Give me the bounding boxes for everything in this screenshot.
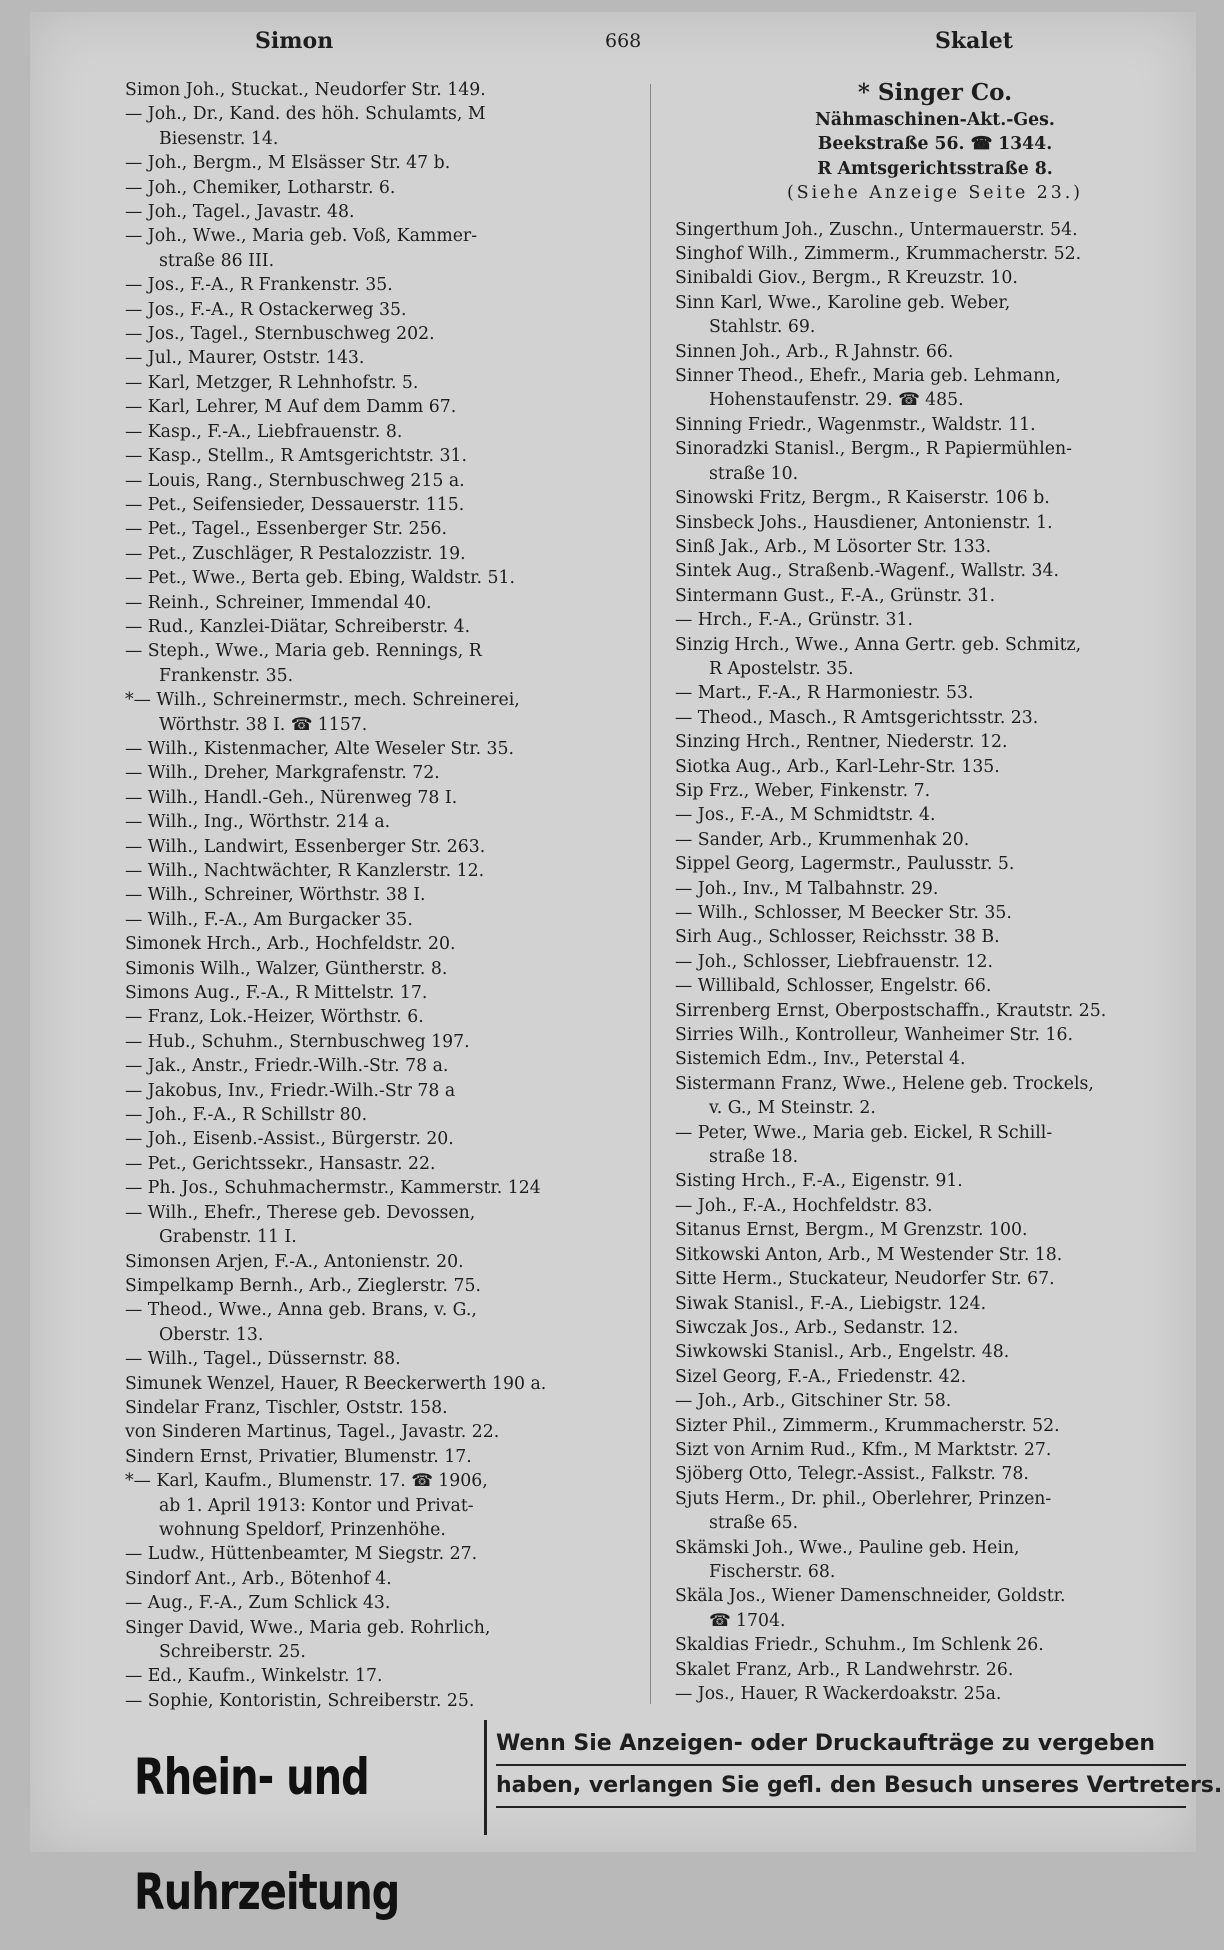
directory-entry: v. G., M Steinstr. 2. [709,1098,876,1119]
directory-entry: — Jos., Tagel., Sternbuschweg 202. [125,324,435,345]
directory-page [30,12,1223,1922]
right-column [675,78,1195,1706]
directory-entry: — Ludw., Hüttenbeamter, M Siegstr. 27. [125,1544,478,1565]
directory-entry: — Joh., Chemiker, Lotharstr. 6. [125,177,396,198]
ad-company-name: * Singer Co. [857,79,1013,106]
directory-entry: Siotka Aug., Arb., Karl-Lehr-Str. 135. [675,756,1000,777]
ad-address-2: R Amtsgerichtsstraße 8. [817,158,1053,179]
footer-text [496,1724,1223,1808]
right-entries [675,218,1195,1707]
directory-entry: Siwak Stanisl., F.-A., Liebigstr. 124. [675,1293,987,1314]
directory-entry: Sinzig Hrch., Wwe., Anna Gertr. geb. Schmitz, [675,634,1082,655]
directory-entry: Skaldias Friedr., Schuhm., Im Schlenk 26. [675,1635,1044,1656]
directory-entry: — Joh., Dr., Kand. des höh. Schulamts, M [125,104,486,125]
directory-entry: — Ed., Kaufm., Winkelstr. 17. [125,1666,383,1687]
directory-entry: — Jak., Anstr., Friedr.-Wilh.-Str. 78 a. [125,1056,449,1077]
directory-entry: Sizel Georg, F.-A., Friedenstr. 42. [675,1366,967,1387]
column-divider [650,84,651,1704]
directory-entry: — Hub., Schuhm., Sternbuschweg 197. [125,1031,470,1052]
directory-entry: — Wilh., Handl.-Geh., Nürenweg 78 I. [125,787,458,808]
directory-entry: straße 18. [709,1147,799,1168]
directory-entry: — Wilh., Kistenmacher, Alte Weseler Str. 35. [125,738,515,759]
directory-entry: — Wilh., Tagel., Düssernstr. 88. [125,1349,401,1370]
directory-entry: — Wilh., Nachtwächter, R Kanzlerstr. 12. [125,861,485,881]
directory-entry: Sip Frz., Weber, Finkenstr. 7. [675,780,931,801]
directory-entry: Sitanus Ernst, Bergm., M Grenzstr. 100. [675,1220,1028,1241]
directory-entry: — Jos., F.-A., R Frankenstr. 35. [125,275,393,296]
directory-entry: — Theod., Wwe., Anna geb. Brans, v. G., [125,1300,477,1321]
directory-entry: Simunek Wenzel, Hauer, R Beeckerwerth 190 a. [125,1373,547,1394]
directory-entry: — Joh., F.-A., R Schillstr 80. [125,1105,368,1126]
directory-entry: Sindelar Franz, Tischler, Oststr. 158. [125,1397,448,1418]
directory-entry: — Joh., Tagel., Javastr. 48. [125,202,355,223]
directory-entry: Wörthstr. 38 I. ☎ 1157. [159,714,368,735]
directory-entry: — Pet., Wwe., Berta geb. Ebing, Waldstr. 51. [125,568,515,589]
directory-entry: R Apostelstr. 35. [709,658,854,679]
directory-entry: straße 10. [709,463,799,484]
directory-entry: — Louis, Rang., Sternbuschweg 215 a. [125,470,465,491]
directory-entry: Singer David, Wwe., Maria geb. Rohrlich, [125,1617,491,1638]
directory-entry: Biesenstr. 14. [159,128,279,149]
directory-entry: — Sophie, Kontoristin, Schreiberstr. 25. [125,1690,475,1711]
ad-note: (Siehe Anzeige Seite 23.) [787,183,1083,204]
directory-entry: — Jos., F.-A., M Schmidtstr. 4. [675,805,936,826]
directory-entry: wohnung Speldorf, Prinzenhöhe. [159,1519,446,1540]
directory-entry: Sinsbeck Johs., Hausdiener, Antonienstr. 1. [675,512,1053,533]
directory-entry: — Joh., Bergm., M Elsässer Str. 47 b. [125,153,451,174]
directory-entry: Simon Joh., Stuckat., Neudorfer Str. 149. [125,80,486,100]
directory-entry: — Pet., Seifensieder, Dessauerstr. 115. [125,494,465,515]
directory-entry: Sjöberg Otto, Telegr.-Assist., Falkstr. 78. [675,1464,1029,1485]
directory-entry: Grabenstr. 11 I. [159,1227,297,1248]
directory-entry: — Pet., Tagel., Essenberger Str. 256. [125,519,447,540]
directory-entry: Sindern Ernst, Privatier, Blumenstr. 17. [125,1446,472,1467]
directory-entry: Sinoradzki Stanisl., Bergm., R Papiermühlen- [675,439,1072,460]
directory-entry: Sizter Phil., Zimmerm., Krummacherstr. 52. [675,1415,1060,1436]
header-left-name: Simon [255,28,334,54]
directory-entry: Simonis Wilh., Walzer, Güntherstr. 8. [125,958,448,979]
directory-entry: Simons Aug., F.-A., R Mittelstr. 17. [125,983,428,1004]
directory-entry: Sirh Aug., Schlosser, Reichsstr. 38 B. [675,927,1000,948]
directory-entry: Simpelkamp Bernh., Arb., Zieglerstr. 75. [125,1275,481,1296]
directory-entry: Singerthum Joh., Zuschn., Untermauerstr. 54. [675,219,1078,240]
directory-entry: — Rud., Kanzlei-Diätar, Schreiberstr. 4. [125,616,471,637]
directory-entry: — Jakobus, Inv., Friedr.-Wilh.-Str 78 a [125,1080,456,1101]
directory-entry: Sinner Theod., Ehefr., Maria geb. Lehmann, [675,366,1061,387]
directory-entry: Sitte Herm., Stuckateur, Neudorfer Str. 67. [675,1269,1055,1290]
directory-entry: Sisting Hrch., F.-A., Eigenstr. 91. [675,1171,963,1192]
directory-entry: Sinß Jak., Arb., M Lösorter Str. 133. [675,536,992,557]
directory-entry: Sitkowski Anton, Arb., M Westender Str. 18. [675,1244,1063,1265]
directory-entry: — Wilh., Dreher, Markgrafenstr. 72. [125,763,440,784]
directory-entry: — Joh., Wwe., Maria geb. Voß, Kammer- [125,226,478,247]
directory-entry: — Jos., F.-A., R Ostackerweg 35. [125,299,407,320]
directory-entry: Sinning Friedr., Wagenmstr., Waldstr. 11. [675,414,1036,435]
left-column [125,78,640,1713]
directory-entry: Siwczak Jos., Arb., Sedanstr. 12. [675,1317,959,1338]
directory-entry: — Joh., Eisenb.-Assist., Bürgerstr. 20. [125,1129,454,1150]
directory-entry: Sirrenberg Ernst, Oberpostschaffn., Krautstr. 25. [675,1000,1107,1021]
directory-entry: — Jul., Maurer, Oststr. 143. [125,348,365,369]
directory-entry: — Ph. Jos., Schuhmachermstr., Kammerstr. 124 [125,1178,541,1199]
directory-entry: — Joh., Inv., M Talbahnstr. 29. [675,878,939,899]
directory-entry: — Wilh., Landwirt, Essenberger Str. 263. [125,836,486,857]
directory-entry: Sintek Aug., Straßenb.-Wagenf., Wallstr. 34. [675,561,1059,582]
directory-entry: Simonek Hrch., Arb., Hochfeldstr. 20. [125,934,456,955]
footer-line-1: Wenn Sie Anzeigen- oder Druckaufträge zu vergeben [496,1724,1186,1766]
directory-entry: — Reinh., Schreiner, Immendal 40. [125,592,432,613]
footer-line-2: haben, verlangen Sie gefl. den Besuch unseres Vertreters. [496,1766,1186,1808]
page-header [30,28,1196,64]
directory-entry: Sinnen Joh., Arb., R Jahnstr. 66. [675,341,954,362]
directory-entry: — Kasp., Stellm., R Amtsgerichtstr. 31. [125,446,467,467]
directory-entry: Sizt von Arnim Rud., Kfm., M Marktstr. 27. [675,1439,1052,1460]
directory-entry: ab 1. April 1913: Kontor und Privat- [159,1495,474,1516]
directory-entry: straße 86 III. [159,250,275,271]
directory-entry: Skalet Franz, Arb., R Landwehrstr. 26. [675,1659,1014,1680]
directory-entry: — Karl, Lehrer, M Auf dem Damm 67. [125,397,457,418]
directory-entry: Sinowski Fritz, Bergm., R Kaiserstr. 106 b. [675,488,1050,509]
directory-entry: Schreiberstr. 25. [159,1642,306,1662]
directory-entry: Sjuts Herm., Dr. phil., Oberlehrer, Prinzen- [675,1488,1052,1509]
directory-entry: — Peter, Wwe., Maria geb. Eickel, R Schill- [675,1122,1053,1143]
directory-entry: — Aug., F.-A., Zum Schlick 43. [125,1593,391,1614]
directory-entry: — Franz, Lok.-Heizer, Wörthstr. 6. [125,1007,424,1028]
header-right-name: Skalet [935,28,1013,54]
directory-entry: — Joh., Schlosser, Liebfrauenstr. 12. [675,951,993,972]
directory-entry: — Wilh., F.-A., Am Burgacker 35. [125,909,413,930]
directory-entry: — Kasp., F.-A., Liebfrauenstr. 8. [125,421,403,442]
directory-entry: — Mart., F.-A., R Harmoniestr. 53. [675,683,974,704]
directory-entry: Stahlstr. 69. [709,317,816,338]
directory-entry: Sippel Georg, Lagermstr., Paulusstr. 5. [675,854,1015,875]
directory-entry: Sinzing Hrch., Rentner, Niederstr. 12. [675,732,1008,753]
directory-entry: Simonsen Arjen, F.-A., Antonienstr. 20. [125,1251,464,1272]
directory-entry: Sintermann Gust., F.-A., Grünstr. 31. [675,585,996,606]
directory-entry: — Joh., Arb., Gitschiner Str. 58. [675,1391,952,1412]
ad-company-type: Nähmaschinen-Akt.-Ges. [815,110,1055,130]
directory-entry: — Joh., F.-A., Hochfeldstr. 83. [675,1195,933,1216]
directory-entry: — Wilh., Ing., Wörthstr. 214 a. [125,812,391,833]
directory-entry: Siwkowski Stanisl., Arb., Engelstr. 48. [675,1342,1010,1363]
directory-entry: — Wilh., Schreiner, Wörthstr. 38 I. [125,885,426,906]
directory-entry: Fischerstr. 68. [709,1561,836,1582]
directory-entry: Singhof Wilh., Zimmerm., Krummacherstr. 52. [675,244,1082,265]
directory-entry: Sistermann Franz, Wwe., Helene geb. Trockels, [675,1073,1094,1094]
footer-advertisement [134,1712,1223,1922]
directory-entry: *— Karl, Kaufm., Blumenstr. 17. ☎ 1906, [125,1471,488,1492]
directory-entry: — Pet., Gerichtssekr., Hansastr. 22. [125,1153,436,1174]
directory-entry: Oberstr. 13. [159,1324,264,1345]
directory-entry: — Wilh., Ehefr., Therese geb. Devossen, [125,1202,476,1223]
directory-entry: — Karl, Metzger, R Lehnhofstr. 5. [125,372,419,393]
directory-entry: Sirries Wilh., Kontrolleur, Wanheimer Str. 16. [675,1025,1074,1046]
directory-entry: *— Wilh., Schreinermstr., mech. Schreinerei, [125,690,520,711]
directory-entry: — Willibald, Schlosser, Engelstr. 66. [675,976,992,997]
directory-entry: von Sinderen Martinus, Tagel., Javastr. 22. [125,1422,500,1443]
directory-entry: — Wilh., Schlosser, M Beecker Str. 35. [675,903,1012,923]
directory-entry: Sistemich Edm., Inv., Peterstal 4. [675,1049,966,1070]
directory-entry: Frankenstr. 35. [159,665,294,686]
directory-entry: — Theod., Masch., R Amtsgerichtsstr. 23. [675,707,1039,728]
directory-entry: — Hrch., F.-A., Grünstr. 31. [675,610,913,631]
newspaper-brand: Rhein- und Ruhrzeitung [134,1720,487,1835]
directory-entry: Sindorf Ant., Arb., Bötenhof 4. [125,1568,392,1589]
directory-entry: — Steph., Wwe., Maria geb. Rennings, R [125,641,482,662]
directory-entry: Hohenstaufenstr. 29. ☎ 485. [709,390,964,411]
singer-advertisement [675,78,1195,206]
directory-entry: — Jos., Hauer, R Wackerdoakstr. 25a. [675,1684,1002,1704]
directory-entry: ☎ 1704. [709,1610,786,1631]
page-number: 668 [605,30,642,52]
directory-entry: Sinn Karl, Wwe., Karoline geb. Weber, [675,292,1011,313]
directory-entry: Skämski Joh., Wwe., Pauline geb. Hein, [675,1537,1020,1558]
directory-entry: straße 65. [709,1513,799,1534]
directory-entry: Skäla Jos., Wiener Damenschneider, Goldstr. [675,1586,1066,1607]
directory-entry: — Pet., Zuschläger, R Pestalozzistr. 19. [125,543,466,564]
directory-entry: Sinibaldi Giov., Bergm., R Kreuzstr. 10. [675,268,1018,289]
directory-entry: — Sander, Arb., Krummenhak 20. [675,829,970,850]
ad-address-1: Beekstraße 56. ☎ 1344. [817,134,1053,155]
